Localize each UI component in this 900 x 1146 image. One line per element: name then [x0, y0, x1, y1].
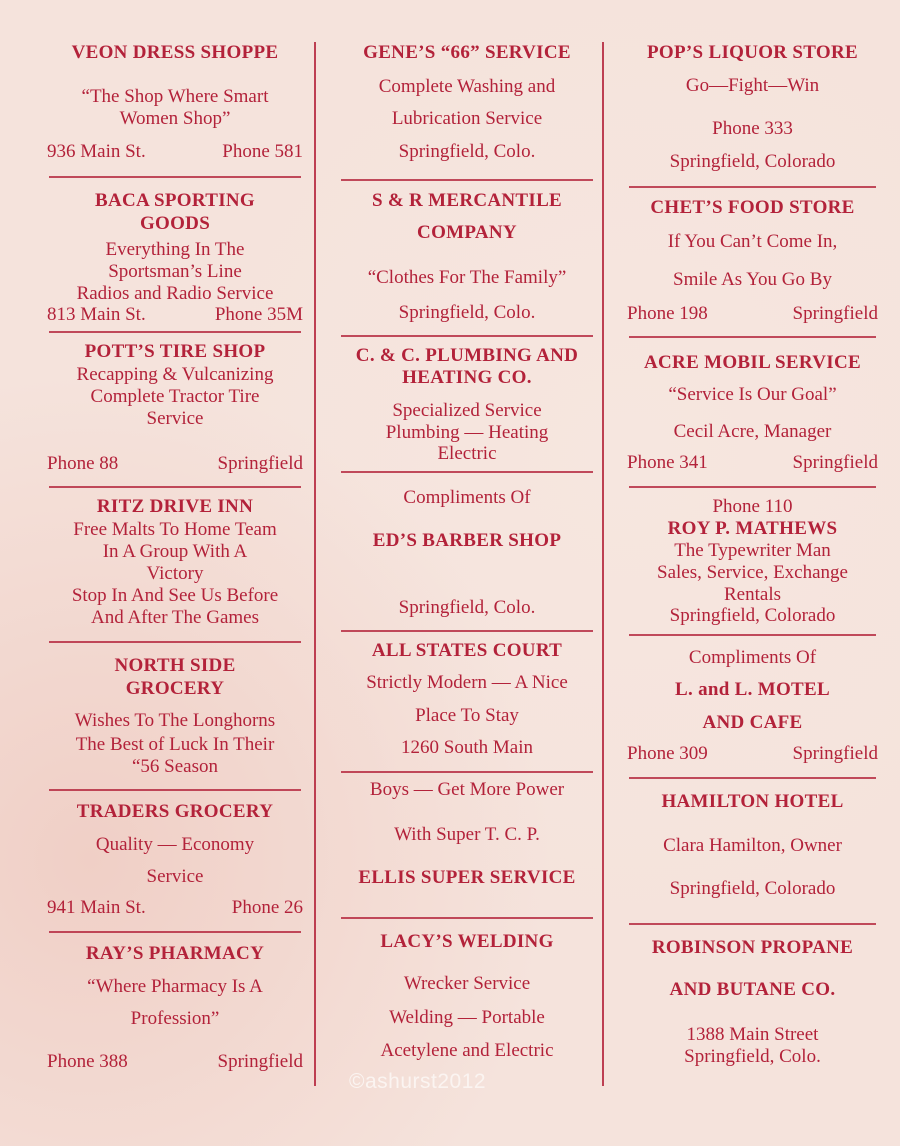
- ad-text: Free Malts To Home Team: [73, 519, 277, 540]
- ad-text: Sales, Service, Exchange: [657, 562, 848, 583]
- ad-title: HAMILTON HOTEL: [661, 791, 844, 812]
- ad-chets-food-store: [625, 188, 880, 338]
- ad-text: “Service Is Our Goal”: [668, 384, 837, 405]
- ad-column-3: [625, 38, 880, 1065]
- ad-title: BACA SPORTING: [94, 190, 255, 211]
- ad-text: Lubrication Service: [391, 108, 543, 129]
- ad-phone: Phone 388: [47, 1051, 128, 1072]
- ad-text: Strictly Modern — A Nice: [366, 672, 568, 693]
- ad-text: Welding — Portable: [389, 1007, 545, 1028]
- ad-text: And After The Games: [91, 607, 259, 628]
- ad-title: GROCERY: [125, 678, 225, 699]
- ad-text: Profession”: [130, 1008, 220, 1029]
- ad-text: If You Can’t Come In,: [667, 231, 838, 252]
- ad-text: The Best of Luck In Their: [75, 734, 275, 755]
- ad-text: The Typewriter Man: [674, 540, 831, 561]
- ad-pops-liquor-store: [625, 38, 880, 188]
- ad-city: Springfield, Colorado: [669, 605, 836, 626]
- ad-title: RAY’S PHARMACY: [85, 943, 265, 964]
- ad-text: “Where Pharmacy Is A: [87, 976, 263, 997]
- ad-acre-mobil-service: [625, 338, 880, 488]
- ad-footer: [45, 304, 305, 326]
- ad-title: ALL STATES COURT: [371, 640, 563, 661]
- ad-ellis-super-service: [337, 773, 597, 919]
- ad-address: 941 Main St.: [47, 897, 146, 918]
- ad-text: Plumbing — Heating: [385, 422, 549, 443]
- ad-phone: Phone 198: [627, 303, 708, 324]
- ad-city: Springfield, Colo.: [398, 597, 536, 618]
- ad-title: AND BUTANE CO.: [669, 979, 836, 1000]
- ad-footer: [625, 743, 880, 765]
- copyright-watermark: ©ashurst2012: [349, 1070, 487, 1093]
- ad-city: Springfield: [792, 452, 878, 473]
- ad-veon-dress-shoppe: [45, 38, 305, 178]
- ad-eds-barber-shop: [337, 473, 597, 632]
- ad-phone: Phone 333: [712, 118, 793, 139]
- ad-north-side-grocery: [45, 643, 305, 791]
- ad-lacys-welding: [337, 919, 597, 1059]
- ad-title: TRADERS GROCERY: [76, 801, 274, 822]
- ad-title: S & R MERCANTILE: [371, 190, 563, 211]
- ad-phone: Phone 110: [712, 496, 793, 517]
- ad-text: Place To Stay: [415, 705, 519, 726]
- ad-text: Boys — Get More Power: [369, 779, 565, 800]
- ad-phone: Phone 35M: [214, 304, 303, 325]
- ad-text: Wrecker Service: [403, 973, 531, 994]
- ad-city: Springfield: [792, 303, 878, 324]
- ad-title: COMPANY: [417, 222, 517, 243]
- ad-phone: Phone 581: [222, 141, 303, 162]
- ad-text: Smile As You Go By: [673, 269, 832, 290]
- ad-phone: Phone 88: [47, 453, 119, 474]
- ad-text: Stop In And See Us Before: [71, 585, 279, 606]
- ad-city: Springfield: [792, 743, 878, 764]
- column-divider-left: [314, 42, 316, 1086]
- ad-title: GENE’S “66” SERVICE: [363, 42, 571, 63]
- ad-phone: Phone 341: [627, 452, 708, 473]
- ad-footer: [45, 453, 305, 475]
- ad-title: ROBINSON PROPANE: [651, 937, 854, 958]
- ad-title: CHET’S FOOD STORE: [650, 197, 855, 218]
- ad-title: HEATING CO.: [402, 367, 532, 388]
- ad-genes-66-service: [337, 38, 597, 181]
- ad-footer: [45, 141, 305, 163]
- ad-title: ACRE MOBIL SERVICE: [644, 352, 861, 373]
- ad-footer: [45, 897, 305, 919]
- ad-title: C. & C. PLUMBING AND: [355, 345, 579, 366]
- ad-text: With Super T. C. P.: [394, 824, 540, 845]
- ad-text: Compliments Of: [688, 647, 817, 668]
- ad-title: RITZ DRIVE INN: [96, 496, 254, 517]
- ad-text: Radios and Radio Service: [76, 283, 274, 304]
- ad-potts-tire-shop: [45, 333, 305, 488]
- ad-address: 1388 Main Street: [686, 1024, 819, 1045]
- ad-address: 936 Main St.: [47, 141, 146, 162]
- ad-title: GOODS: [139, 213, 211, 234]
- ad-title: L. and L. MOTEL: [675, 679, 830, 700]
- ad-text: Clara Hamilton, Owner: [663, 835, 842, 856]
- ad-baca-sporting-goods: [45, 178, 305, 333]
- ad-text: Complete Washing and: [378, 76, 556, 97]
- ad-roy-p-mathews: [625, 488, 880, 636]
- ad-robinson-propane: [625, 925, 880, 1065]
- ad-text: Victory: [146, 563, 204, 584]
- ad-text: Everything In The: [105, 239, 245, 260]
- ad-text: Specialized Service: [392, 400, 542, 421]
- ad-city: Springfield, Colo.: [398, 141, 536, 162]
- column-divider-right: [602, 42, 604, 1086]
- ad-text: Acetylene and Electric: [380, 1040, 554, 1061]
- ad-text: Go—Fight—Win: [685, 75, 820, 96]
- ad-text: “56 Season: [131, 756, 218, 777]
- ad-title: ROY P. MATHEWS: [667, 518, 838, 539]
- ad-text: Wishes To The Longhorns: [74, 710, 276, 731]
- ad-text: Compliments Of: [403, 487, 531, 508]
- ad-text: Complete Tractor Tire: [90, 386, 260, 407]
- ad-text: Rentals: [724, 584, 781, 605]
- ad-city: Springfield, Colo.: [684, 1046, 821, 1067]
- ad-text: Women Shop”: [119, 108, 231, 129]
- ad-text: In A Group With A: [102, 541, 248, 562]
- ad-footer: [625, 452, 880, 474]
- ad-column-2: [337, 38, 597, 1059]
- ad-text: Service: [146, 866, 204, 887]
- ad-phone: Phone 309: [627, 743, 708, 764]
- ad-title: ELLIS SUPER SERVICE: [358, 867, 576, 888]
- ad-text: “Clothes For The Family”: [367, 267, 567, 288]
- ad-title: AND CAFE: [702, 712, 803, 733]
- ad-phone: Phone 26: [231, 897, 303, 918]
- ad-c-and-c-plumbing: [337, 337, 597, 473]
- ad-text: Cecil Acre, Manager: [673, 421, 832, 442]
- ad-traders-grocery: [45, 791, 305, 933]
- ad-title: VEON DRESS SHOPPE: [71, 42, 279, 63]
- ad-text: “The Shop Where Smart: [81, 86, 269, 107]
- ad-rays-pharmacy: [45, 933, 305, 1073]
- ad-address: 1260 South Main: [401, 737, 533, 758]
- ad-l-and-l-motel: [625, 636, 880, 779]
- ad-text: Quality — Economy: [95, 834, 255, 855]
- ad-title: NORTH SIDE: [114, 655, 236, 676]
- ad-title: ED’S BARBER SHOP: [372, 530, 562, 551]
- ad-text: Electric: [437, 443, 497, 464]
- ad-footer: [625, 303, 880, 325]
- ad-title: POP’S LIQUOR STORE: [647, 42, 858, 63]
- ad-city: Springfield: [217, 1051, 303, 1072]
- ad-address: 813 Main St.: [47, 304, 146, 325]
- ad-city: Springfield, Colorado: [669, 151, 836, 172]
- ad-ritz-drive-inn: [45, 488, 305, 643]
- ad-all-states-court: [337, 632, 597, 773]
- ad-city: Springfield: [217, 453, 303, 474]
- ad-text: Sportsman’s Line: [108, 261, 242, 282]
- ad-text: Service: [146, 408, 204, 429]
- ad-footer: [45, 1051, 305, 1073]
- ad-city: Springfield, Colorado: [669, 878, 836, 899]
- ad-text: Recapping & Vulcanizing: [76, 364, 274, 385]
- ad-city: Springfield, Colo.: [398, 302, 536, 323]
- ad-column-1: [45, 38, 305, 1073]
- ad-title: LACY’S WELDING: [380, 931, 554, 952]
- ad-hamilton-hotel: [625, 779, 880, 925]
- ad-s-and-r-mercantile: [337, 181, 597, 337]
- ad-title: POTT’S TIRE SHOP: [84, 341, 266, 362]
